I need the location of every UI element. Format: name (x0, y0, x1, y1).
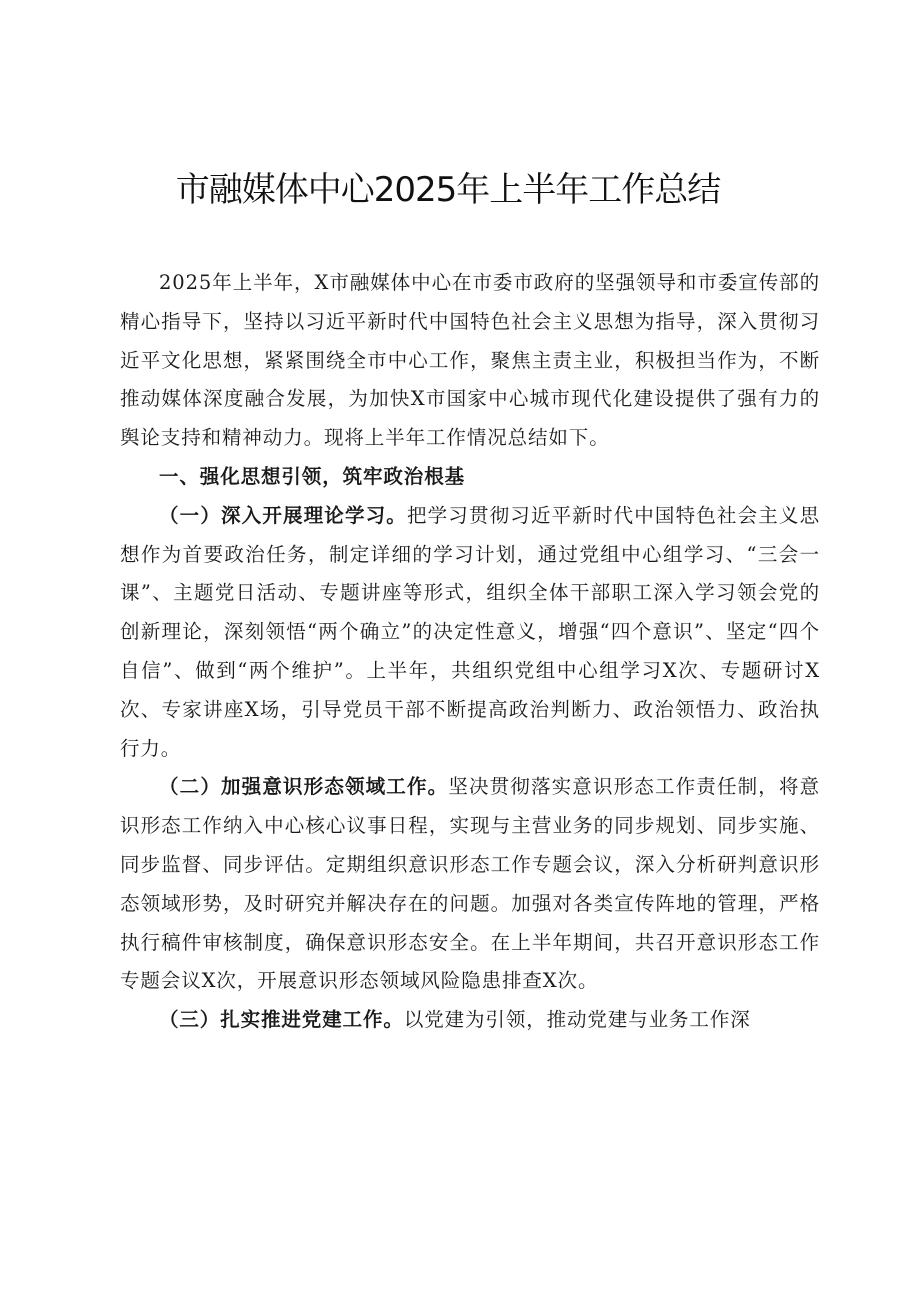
item-text: 坚决贯彻落实意识形态工作责任制，将意识形态工作纳入中心核心议事日程，实现与主营业务的同步规划、同步实施、同步监督、同步评估。定期组织意识形态工作专题会议，深入分析研判意识形态领域形势，及时研究并解决存在的问题。加强对各类宣传阵地的管理，严格执行稿件审核制度，确保意识形态安全。在上半年期间，共召开意识形态工作专题会议X次，开展意识形态领域风险隐患排查X次。 (120, 775, 821, 993)
intro-paragraph: 2025年上半年，X市融媒体中心在市委市政府的坚强领导和市委宣传部的精心指导下，坚持以习近平新时代中国特色社会主义思想为指导，深入贯彻习近平文化思想，紧紧围绕全市中心工作，聚焦主责主业，积极担当作为，不断推动媒体深度融合发展，为加快X市国家中心城市现代化建设提供了强有力的舆论支持和精神动力。现将上半年工作情况总结如下。 (120, 271, 820, 450)
section-item-paragraph (120, 768, 820, 1001)
item-text: 以党建为引领，推动党建与业务工作深 (403, 1008, 751, 1032)
section-heading: 一、强化思想引领，筑牢政治根基 (159, 464, 466, 488)
item-label: （一）深入开展理论学习。 (159, 503, 407, 527)
section-item-paragraph (120, 1001, 820, 1040)
item-text: 把学习贯彻习近平新时代中国特色社会主义思想作为首要政治任务，制定详细的学习计划，通过党组中心组学习、“三会一课”、主题党日活动、专题讲座等形式，组织全体干部职工深入学习领会党的创新理论，深刻领悟“两个确立”的决定性意义，增强“四个意识”、坚定“四个自信”、做到“两个维护”。上半年，共组织党组中心组学习X次、专题研讨X次、专家讲座X场，引导党员干部不断提高政治判断力、政治领悟力、政治执行力。 (120, 503, 820, 760)
document-body (120, 264, 820, 1040)
section-item-paragraph (120, 497, 820, 769)
item-label: （二）加强意识形态领域工作。 (159, 775, 449, 799)
item-label: （三）扎实推进党建工作。 (159, 1008, 404, 1032)
document-title: 市融媒体中心2025年上半年工作总结 (175, 170, 721, 210)
